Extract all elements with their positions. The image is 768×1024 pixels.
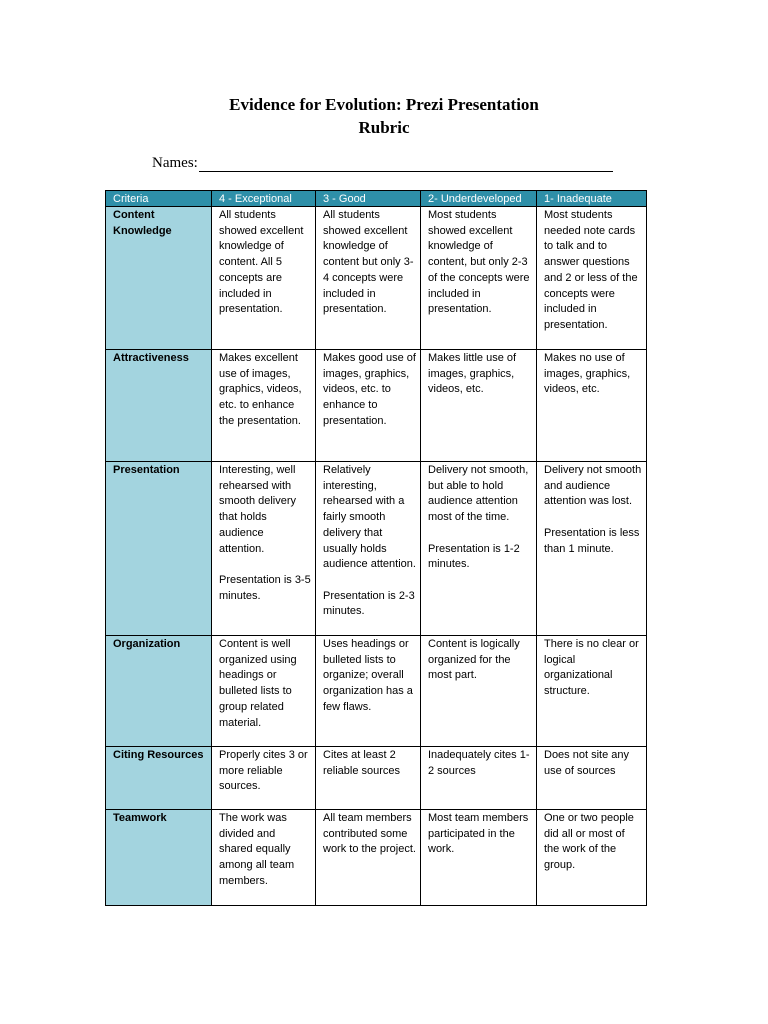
header-exceptional: 4 - Exceptional: [212, 191, 316, 207]
criteria-cell: Attractiveness: [106, 350, 212, 462]
table-cell: Most students needed note cards to talk and to answer questions and 2 or less of the concepts were included in presentation.: [537, 207, 647, 350]
table-row: [106, 636, 647, 747]
table-cell: All students showed excellent knowledge of content. All 5 concepts are included in presentation.: [212, 207, 316, 350]
table-cell: [537, 462, 647, 636]
cell-text: Relatively interesting, rehearsed with a fairly smooth delivery that usually holds audience attention.: [323, 464, 416, 571]
table-cell: All team members contributed some work to the project.: [316, 810, 421, 906]
table-row: [106, 462, 647, 636]
table-cell: Most team members participated in the work.: [421, 810, 537, 906]
table-cell: Content is logically organized for the most part.: [421, 636, 537, 747]
cell-note: Presentation is 2-3 minutes.: [323, 589, 415, 618]
table-cell: All students showed excellent knowledge of content but only 3-4 concepts were included in presentation.: [316, 207, 421, 350]
table-cell: Most students showed excellent knowledge of content, but only 2-3 of the concepts were included in presentation.: [421, 207, 537, 350]
header-row: [106, 191, 647, 207]
table-cell: [212, 462, 316, 636]
cell-text: Delivery not smooth and audience attention was lost.: [544, 464, 642, 508]
table-cell: There is no clear or logical organizational structure.: [537, 636, 647, 747]
table-row: [106, 810, 647, 906]
table-cell: Makes excellent use of images, graphics, videos, etc. to enhance the presentation.: [212, 350, 316, 462]
table-cell: Does not site any use of sources: [537, 747, 647, 810]
names-blank-line: [199, 157, 613, 172]
table-cell: The work was divided and shared equally among all team members.: [212, 810, 316, 906]
table-row: [106, 747, 647, 810]
table-row: [106, 207, 647, 350]
table-cell: Makes good use of images, graphics, videos, etc. to enhance to presentation.: [316, 350, 421, 462]
table-cell: Content is well organized using headings or bulleted lists to group related material.: [212, 636, 316, 747]
header-good: 3 - Good: [316, 191, 421, 207]
criteria-cell: Organization: [106, 636, 212, 747]
table-cell: One or two people did all or most of the work of the group.: [537, 810, 647, 906]
criteria-cell: Presentation: [106, 462, 212, 636]
document-subtitle: Rubric: [358, 118, 410, 137]
cell-note: Presentation is 3-5 minutes.: [219, 573, 311, 602]
criteria-cell: Teamwork: [106, 810, 212, 906]
names-field: [152, 155, 613, 172]
rubric-table: [105, 190, 647, 906]
header-criteria: Criteria: [106, 191, 212, 207]
table-cell: [421, 462, 537, 636]
table-cell: Inadequately cites 1-2 sources: [421, 747, 537, 810]
cell-text: Delivery not smooth, but able to hold audience attention most of the time.: [428, 464, 529, 524]
cell-note: Presentation is 1-2 minutes.: [428, 542, 520, 571]
header-underdeveloped: 2- Underdeveloped: [421, 191, 537, 207]
cell-note: Presentation is less than 1 minute.: [544, 526, 640, 555]
document-title: Evidence for Evolution: Prezi Presentation: [229, 95, 539, 114]
table-cell: Properly cites 3 or more reliable sources.: [212, 747, 316, 810]
header-inadequate: 1- Inadequate: [537, 191, 647, 207]
table-cell: [316, 462, 421, 636]
cell-text: Interesting, well rehearsed with smooth delivery that holds audience attention.: [219, 464, 297, 555]
table-row: [106, 350, 647, 462]
criteria-cell: Content Knowledge: [106, 207, 212, 350]
table-cell: Makes no use of images, graphics, videos, etc.: [537, 350, 647, 462]
table-cell: Makes little use of images, graphics, videos, etc.: [421, 350, 537, 462]
table-cell: Cites at least 2 reliable sources: [316, 747, 421, 810]
criteria-cell: Citing Resources: [106, 747, 212, 810]
names-label: Names:: [152, 155, 198, 171]
table-cell: Uses headings or bulleted lists to organize; overall organization has a few flaws.: [316, 636, 421, 747]
